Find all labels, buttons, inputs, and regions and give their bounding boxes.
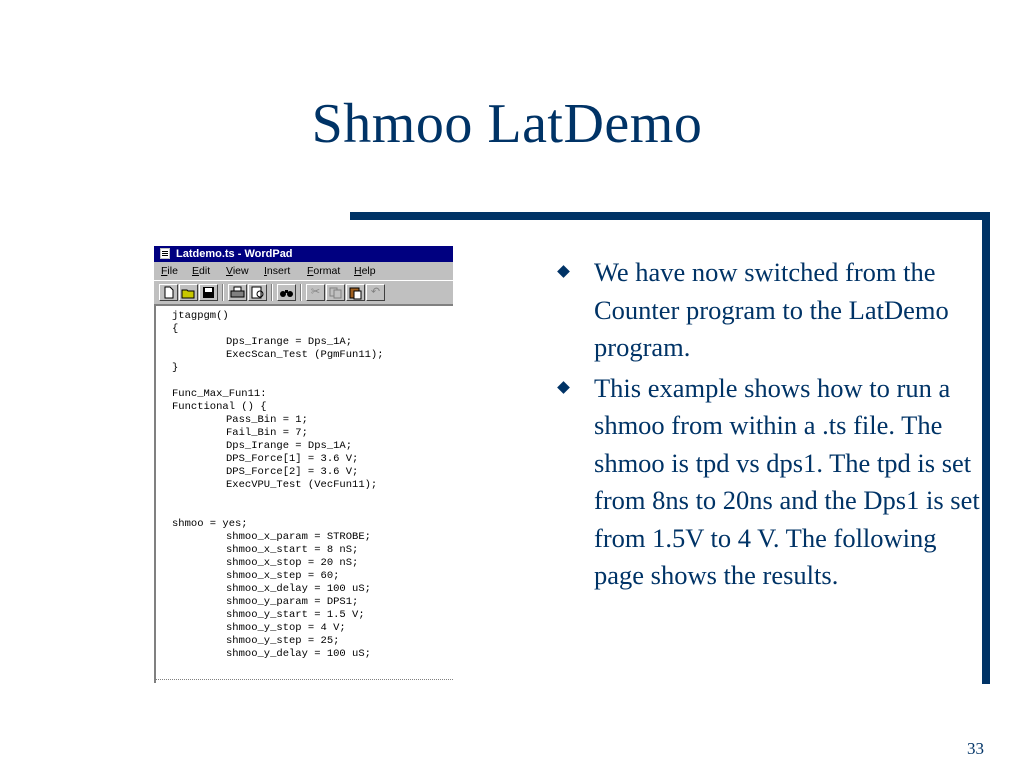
code-line: ExecScan_Test (PgmFun11); — [226, 349, 384, 361]
menu-view[interactable]: View — [226, 265, 249, 277]
print-icon[interactable] — [228, 284, 247, 301]
code-line: jtagpgm() — [172, 310, 229, 322]
toolbar-separator — [271, 284, 273, 301]
code-line: shmoo = yes; — [172, 518, 248, 530]
code-line: Dps_Irange = Dps_1A; — [226, 336, 353, 348]
code-line: Functional () { — [172, 401, 267, 413]
bullet-item — [556, 254, 980, 367]
code-line: shmoo_x_stop = 20 nS; — [226, 557, 359, 569]
code-line: shmoo_y_start = 1.5 V; — [226, 609, 365, 621]
code-line: ExecVPU_Test (VecFun11); — [226, 479, 378, 491]
code-line: Pass_Bin = 1; — [226, 414, 308, 426]
code-line: { — [172, 323, 179, 335]
paste-icon[interactable] — [346, 284, 365, 301]
find-icon[interactable] — [277, 284, 296, 301]
cut-icon[interactable]: ✂ — [306, 284, 325, 301]
toolbar-separator — [300, 284, 302, 301]
menu-insert[interactable]: Insert — [264, 265, 291, 277]
slide-title: Shmoo LatDemo — [311, 93, 703, 155]
menu-format[interactable]: Format — [307, 265, 341, 277]
wordpad-document-icon[interactable] — [160, 248, 170, 259]
code-line: shmoo_y_stop = 4 V; — [226, 622, 346, 634]
code-line: } — [172, 362, 179, 374]
code-line: Func_Max_Fun11: — [172, 388, 267, 400]
wordpad-window — [154, 246, 453, 683]
code-line: shmoo_x_param = STROBE; — [226, 531, 371, 543]
code-line: DPS_Force[2] = 3.6 V; — [226, 466, 359, 478]
code-line: Dps_Irange = Dps_1A; — [226, 440, 353, 452]
slide-number: 33 — [967, 739, 984, 758]
undo-icon[interactable]: ↶ — [366, 284, 385, 301]
wordpad-title: Latdemo.ts - WordPad — [176, 248, 293, 260]
code-line: Fail_Bin = 7; — [226, 427, 308, 439]
wordpad-titlebar[interactable] — [154, 246, 453, 262]
toolbar-separator — [222, 284, 224, 301]
new-doc-icon[interactable] — [159, 284, 178, 301]
copy-icon[interactable] — [326, 284, 345, 301]
document-bottom-edge — [156, 679, 453, 683]
diamond-bullet-icon — [557, 381, 570, 394]
wordpad-menubar — [154, 262, 453, 280]
frame-top-bar — [350, 212, 990, 220]
bullet-text: This example shows how to run a shmoo from within a .ts file. The shmoo is tpd vs dps1. The tpd is set from 8ns to 20ns and the Dps1 is set from 1.5V to 4 V. The following page shows the results. — [594, 372, 980, 590]
bullet-list — [556, 254, 980, 598]
frame-right-bar — [982, 212, 990, 684]
code-line: DPS_Force[1] = 3.6 V; — [226, 453, 359, 465]
open-folder-icon[interactable] — [179, 284, 198, 301]
save-icon[interactable] — [199, 284, 218, 301]
diamond-bullet-icon — [557, 265, 570, 278]
code-line: shmoo_x_start = 8 nS; — [226, 544, 359, 556]
bullet-text: We have now switched from the Counter program to the LatDemo program. — [594, 257, 949, 362]
menu-file[interactable]: File — [161, 265, 178, 277]
code-line: shmoo_y_param = DPS1; — [226, 596, 359, 608]
bullet-item — [556, 370, 980, 595]
menu-edit[interactable]: Edit — [192, 265, 211, 277]
code-line: shmoo_y_delay = 100 uS; — [226, 648, 371, 660]
wordpad-document[interactable] — [154, 304, 453, 683]
menu-help[interactable]: Help — [354, 265, 376, 277]
code-line: shmoo_y_step = 25; — [226, 635, 340, 647]
wordpad-toolbar — [154, 280, 453, 304]
code-line: shmoo_x_step = 60; — [226, 570, 340, 582]
code-line: shmoo_x_delay = 100 uS; — [226, 583, 371, 595]
print-preview-icon[interactable] — [248, 284, 267, 301]
